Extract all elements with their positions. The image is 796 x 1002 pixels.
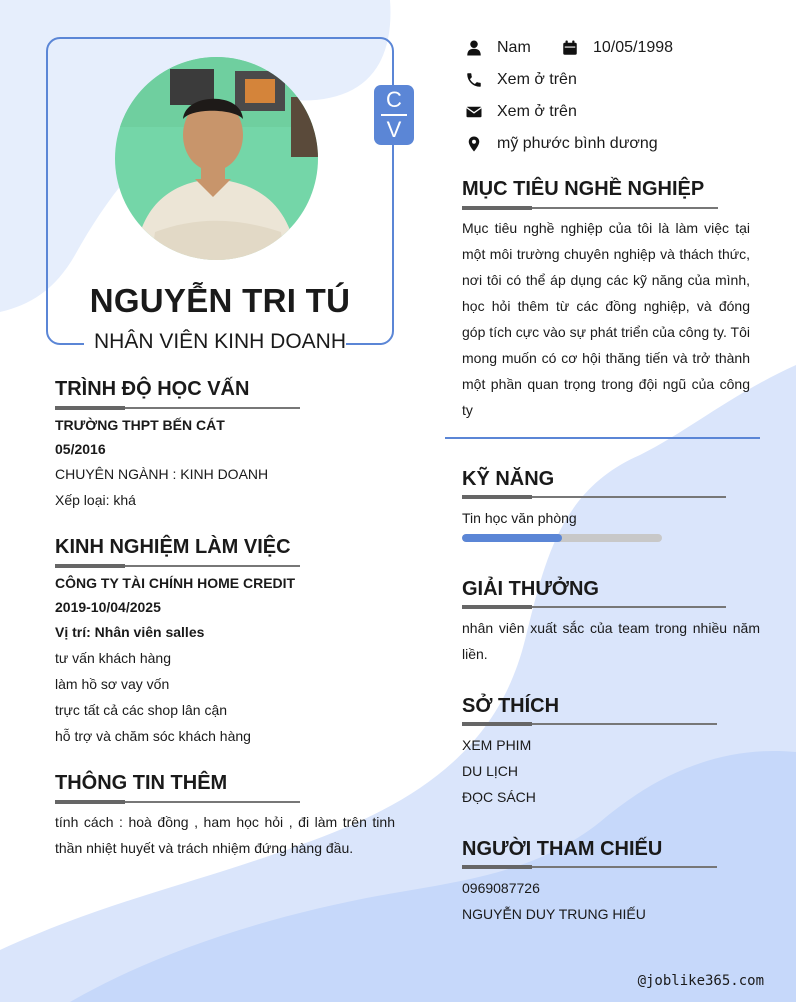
experience-period: 2019-10/04/2025	[55, 599, 161, 615]
skills-title: KỸ NĂNG	[462, 468, 555, 490]
gender-value: Nam	[497, 39, 531, 56]
user-icon	[463, 37, 485, 59]
hobby-item: XEM PHIM	[462, 737, 532, 753]
education-rank: Xếp loại: khá	[55, 492, 136, 508]
cv-badge-bottom: V	[386, 117, 402, 142]
hobby-item: ĐỌC SÁCH	[462, 789, 536, 805]
experience-task: hỗ trợ và chăm sóc khách hàng	[55, 728, 251, 744]
extra-underline	[55, 801, 300, 803]
full-name: NGUYỄN TRI TÚ	[89, 282, 351, 319]
experience-title: KINH NGHIỆM LÀM VIỆC	[55, 536, 291, 558]
reference-underline	[462, 866, 717, 868]
extra-title: THÔNG TIN THÊM	[55, 772, 228, 794]
hobby-item: DU LỊCH	[462, 763, 519, 779]
reference-title: NGƯỜI THAM CHIẾU	[462, 838, 663, 860]
skills-underline	[462, 496, 726, 498]
education-underline	[55, 407, 300, 409]
section-divider	[445, 437, 760, 439]
hobbies-title: SỞ THÍCH	[462, 695, 560, 717]
education-title: TRÌNH ĐỘ HỌC VẤN	[55, 378, 250, 400]
awards-title: GIẢI THƯỞNG	[462, 578, 599, 600]
education-school: TRƯỜNG THPT BẾN CÁT	[55, 417, 225, 433]
awards-underline	[462, 606, 726, 608]
phone-icon	[463, 69, 485, 91]
reference-name: NGUYỄN DUY TRUNG HIẾU	[462, 906, 646, 922]
contact-row-email	[463, 100, 577, 124]
experience-task: làm hồ sơ vay vốn	[55, 676, 170, 692]
skill-level-bar	[462, 534, 662, 542]
objective-title: MỤC TIÊU NGHỀ NGHIỆP	[462, 178, 705, 200]
awards-text: nhân viên xuất sắc của team trong nhiều năm liền.	[462, 620, 760, 662]
hobbies-underline	[462, 723, 717, 725]
reference-phone: 0969087726	[462, 880, 540, 896]
footer-handle: @joblike365.com	[637, 973, 764, 989]
envelope-icon	[463, 101, 485, 123]
cv-badge	[374, 85, 414, 145]
education-date: 05/2016	[55, 441, 106, 457]
cv-badge-top: C	[386, 87, 402, 112]
experience-position: Vị trí: Nhân viên salles	[55, 624, 205, 640]
birthday-value: 10/05/1998	[593, 39, 674, 56]
experience-task: tư vấn khách hàng	[55, 650, 172, 666]
skill-level-fill	[462, 534, 562, 542]
experience-company: CÔNG TY TÀI CHÍNH HOME CREDIT	[55, 575, 296, 591]
skill-name: Tin học văn phòng	[462, 510, 577, 526]
contact-row-address	[463, 132, 658, 156]
address-value: mỹ phước bình dương	[497, 135, 658, 152]
extra-text: tính cách : hoà đồng , ham học hỏi , đi làm trên tinh thần nhiệt huyết và trách nhiệm đứng hàng đầu.	[55, 814, 395, 856]
email-value: Xem ở trên	[497, 103, 577, 120]
contact-row-personal	[463, 36, 673, 60]
experience-task: trực tất cả các shop lân cận	[55, 702, 228, 718]
objective-text: Mục tiêu nghề nghiệp của tôi là làm việc tại một môi trường chuyên nghiệp và thách thức, nơi tôi có thể áp dụng các kỹ năng của mình, học hỏi thêm từ các đồng nghiệp, và đóng góp tích cực vào sự phát triển của công ty. Tôi mong muốn có cơ hội thăng tiến và trở thành một phần quan trọng trong đội ngũ của công ty	[462, 220, 750, 418]
avatar	[115, 57, 318, 260]
job-title: NHÂN VIÊN KINH DOANH	[93, 330, 347, 353]
cv-badge-divider	[381, 114, 407, 116]
phone-value: Xem ở trên	[497, 71, 577, 88]
education-major: CHUYÊN NGÀNH : KINH DOANH	[55, 466, 269, 482]
calendar-icon	[559, 37, 581, 59]
objective-underline	[462, 207, 718, 209]
map-pin-icon	[463, 133, 485, 155]
contact-row-phone	[463, 68, 577, 92]
experience-underline	[55, 565, 300, 567]
